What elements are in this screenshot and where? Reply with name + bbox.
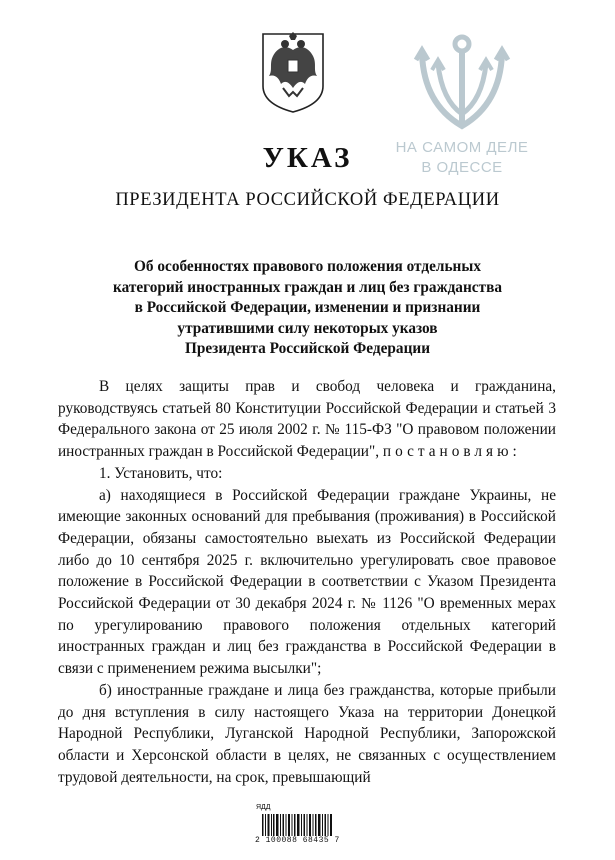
document-title: УКАЗ [262,142,353,174]
barcode-number: 2 100088 68435 7 [255,836,340,845]
watermark-line1: НА САМОМ ДЕЛЕ [395,139,529,156]
watermark-line2: В ОДЕССЕ [421,159,503,176]
preamble-text: В целях защиты прав и свобод человека и гражданина, руководствуясь статьей 80 Конституции Российской Федерации и статьей 3 Федерального закона от 25 июля 2002 г. № 115-ФЗ "О правовом положении иностранных граждан в Российской Федерации", [58,378,556,461]
heading-line: в Российской Федерации, изменении и признании [134,299,481,317]
item-1: 1. Установить, что: [99,464,223,482]
item-1a: а) находящиеся в Российской Федерации граждане Украины, не имеющие законных оснований для пребывания (проживания) в Российской Федерации, обязаны самостоятельно выехать из Российской Федерации либо до 10 сентября 2025 г. включительно урегулировать свое правовое положение в Российской Федерации в соответствии с Указом Президента Российской Федерации от 30 декабря 2024 г. № 1126 "О временных мерах по урегулированию правового положения отдельных категорий иностранных граждан и лиц без гражданства в Российской Федерации в связи с применением режима высылки"; [58,486,556,678]
barcode-icon [262,814,334,836]
document-subtitle: ПРЕЗИДЕНТА РОССИЙСКОЙ ФЕДЕРАЦИИ [115,190,500,210]
anchor-icon [412,34,512,134]
heading-line: Об особенностях правового положения отдельных [134,258,481,275]
item-1b: б) иностранные граждане и лица без гражданства, которые прибыли до дня вступления в силу настоящего Указа на территории Донецкой Народной Республики, Луганской Народной Республики, Запорожской области и Херсонской области в целях, не связанных с осуществлением трудовой деятельности, на срок, превышающий [58,681,556,786]
decree-heading [60,257,555,360]
heading-line: утратившими силу некоторых указов [177,319,438,337]
heading-line: категорий иностранных граждан и лиц без гражданства [113,278,502,296]
heading-line: Президента Российской Федерации [184,340,431,358]
preamble-paragraph [58,376,556,463]
footer-mark: ЯДД [256,804,271,811]
decree-word: постановляю: [382,443,521,461]
decree-body [58,376,556,788]
coat-of-arms-icon [259,30,327,114]
